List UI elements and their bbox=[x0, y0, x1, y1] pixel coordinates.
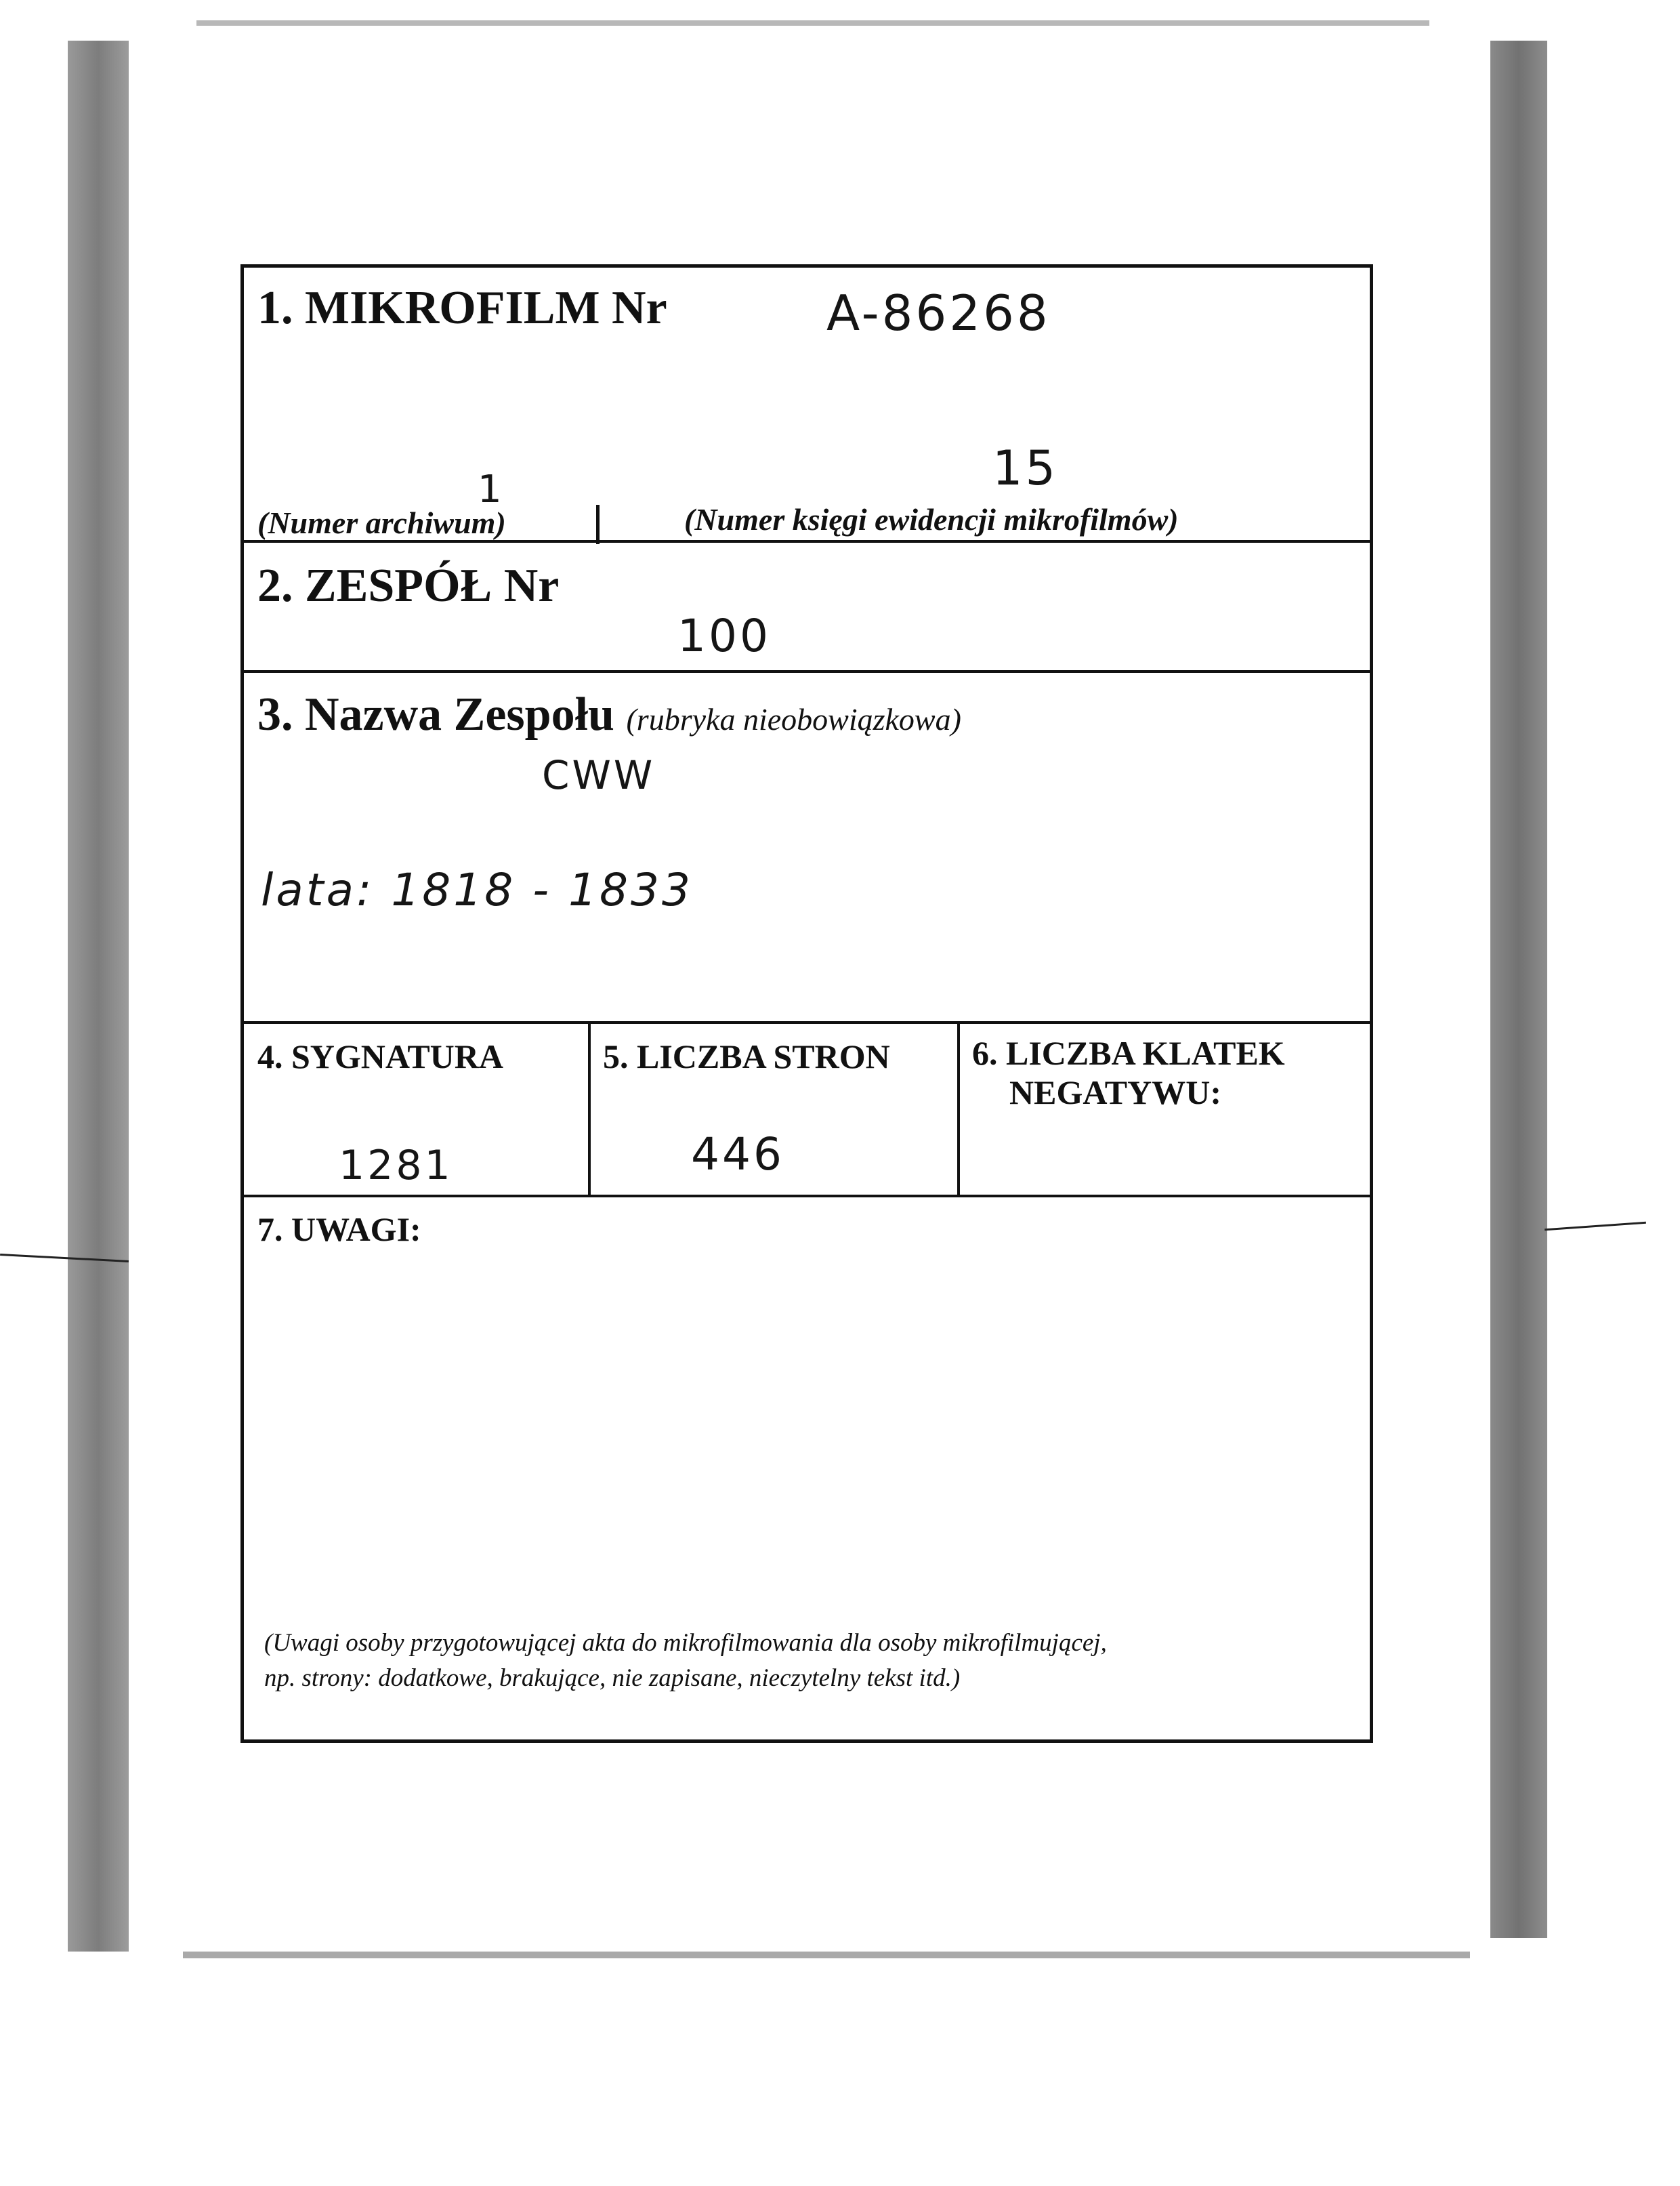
fonds-name-label bbox=[257, 688, 961, 742]
column-divider-2 bbox=[957, 1021, 960, 1195]
scan-edge-bottom bbox=[183, 1952, 1470, 1958]
microfilm-form bbox=[240, 264, 1373, 1743]
register-number-caption: (Numer księgi ewidencji mikrofilmów) bbox=[684, 502, 1179, 537]
frame-count-label-line1: 6. LICZBA KLATEK bbox=[972, 1034, 1285, 1072]
frame-count-label bbox=[972, 1033, 1285, 1112]
fonds-years-value: lata: 1818 - 1833 bbox=[261, 864, 694, 916]
archive-number-value: 1 bbox=[478, 468, 505, 512]
fonds-number-value: 100 bbox=[677, 610, 771, 662]
column-divider-1 bbox=[588, 1021, 591, 1195]
divider-2 bbox=[244, 670, 1370, 673]
microfilm-number-label: 1. MIKROFILM Nr bbox=[257, 282, 667, 334]
divider-3 bbox=[244, 1021, 1370, 1024]
scan-edge-right bbox=[1490, 41, 1547, 1938]
frame-count-label-line2: NEGATYWU: bbox=[1009, 1073, 1221, 1111]
page-count-value: 446 bbox=[691, 1128, 784, 1180]
divider-1 bbox=[244, 540, 1370, 543]
remarks-note-line2: np. strony: dodatkowe, brakujące, nie zapisane, nieczytelny tekst itd.) bbox=[264, 1664, 961, 1692]
fonds-name-value: CWW bbox=[542, 752, 656, 798]
remarks-note-line1: (Uwagi osoby przygotowującej akta do mikrofilmowania dla osoby mikrofilmującej, bbox=[264, 1629, 1107, 1657]
scan-edge-top bbox=[196, 20, 1429, 26]
microfilm-number-value: A-86268 bbox=[826, 285, 1051, 342]
archive-number-caption: (Numer archiwum) bbox=[257, 506, 506, 540]
fonds-name-optional-note: (rubryka nieobowiązkowa) bbox=[626, 702, 961, 737]
fonds-name-title: 3. Nazwa Zespołu bbox=[257, 688, 614, 741]
page-count-label: 5. LICZBA STRON bbox=[603, 1037, 890, 1075]
signature-value: 1281 bbox=[339, 1142, 453, 1189]
divider-4 bbox=[244, 1195, 1370, 1197]
scan-edge-left bbox=[68, 41, 129, 1952]
register-number-value: 15 bbox=[992, 440, 1059, 496]
caption-separator bbox=[596, 505, 600, 544]
signature-label: 4. SYGNATURA bbox=[257, 1037, 503, 1075]
scan-artifact-right bbox=[1545, 1222, 1646, 1231]
fonds-number-label: 2. ZESPÓŁ Nr bbox=[257, 560, 560, 612]
remarks-label: 7. UWAGI: bbox=[257, 1210, 421, 1248]
